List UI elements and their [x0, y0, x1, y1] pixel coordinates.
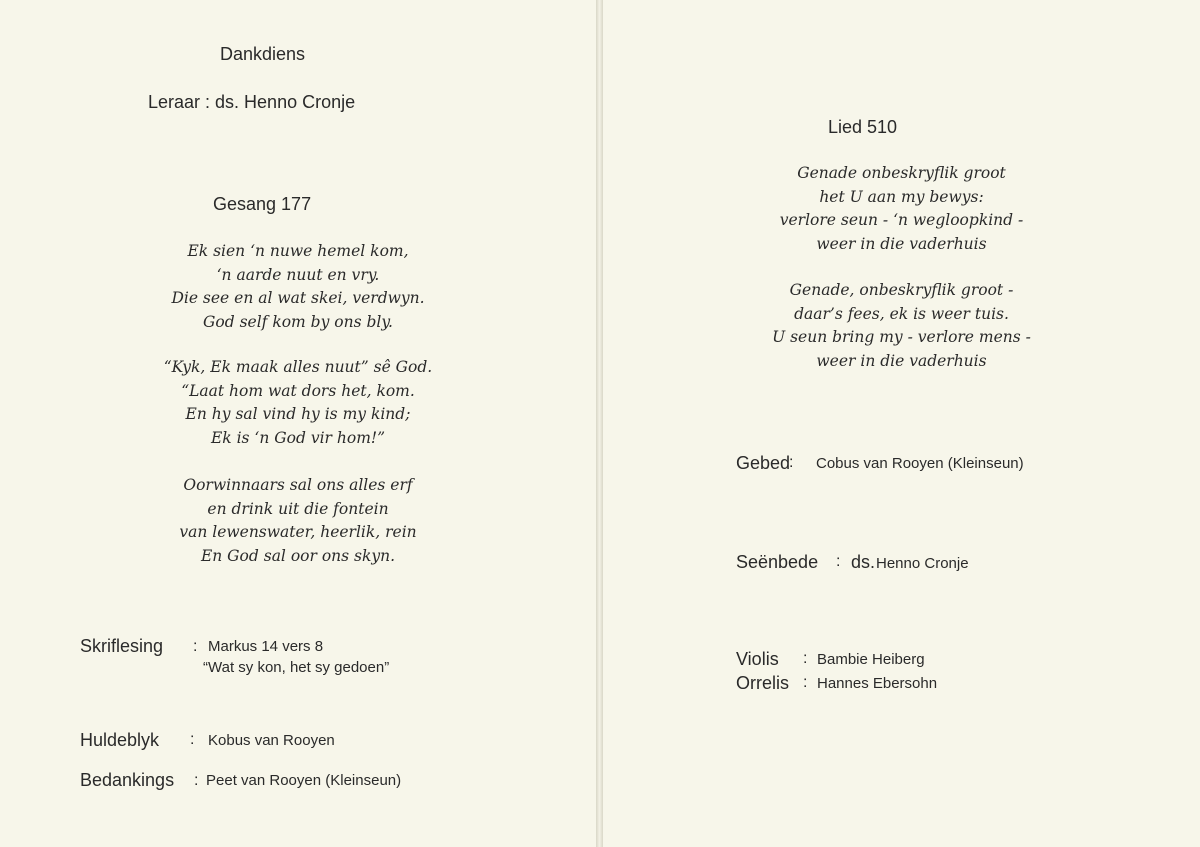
verse-line: ‘n aarde nuut en vry.	[216, 265, 380, 284]
thanks-value: Peet van Rooyen (Kleinseun)	[206, 772, 402, 789]
tribute-value: Kobus van Rooyen	[208, 732, 335, 749]
reading-quote: “Wat sy kon, het sy gedoen”	[203, 659, 390, 676]
reading-label: Skriflesing	[80, 636, 164, 656]
verse-line: “Kyk, Ek maak alles nuut” sê God.	[163, 358, 433, 376]
violin-colon: :	[803, 650, 808, 667]
verse-line: Ek sien ‘n nuwe hemel kom,	[187, 242, 409, 260]
prayer-label: Gebed	[736, 453, 791, 473]
song-stanza-1	[603, 162, 1200, 256]
service-title: Dankdiens	[220, 44, 306, 64]
reading-colon: :	[193, 638, 198, 655]
verse-line: en drink uit die fontein	[207, 499, 389, 518]
thanks-colon: :	[194, 772, 199, 789]
verse-line: U seun bring my - verlore mens -	[772, 328, 1031, 346]
organ-colon: :	[803, 674, 808, 691]
verse-line: God self kom by ons bly.	[203, 312, 393, 331]
song-title: Lied 510	[828, 117, 898, 137]
verse-line: weer in die vaderhuis	[816, 351, 987, 370]
tribute-label: Huldeblyk	[80, 730, 160, 750]
hymn-stanza-3	[0, 474, 596, 568]
verse-line: daar’s fees, ek is weer tuis.	[794, 304, 1009, 323]
blessing-value: Henno Cronje	[876, 555, 969, 572]
thanks-label: Bedankings	[80, 770, 175, 790]
verse-line: Genade onbeskryflik groot	[797, 164, 1006, 182]
verse-line: En hy sal vind hy is my kind;	[185, 405, 411, 423]
center-fold	[596, 0, 603, 847]
reading-value: Markus 14 vers 8	[208, 638, 324, 655]
violin-label: Violis	[736, 649, 779, 669]
violin-value: Bambie Heiberg	[817, 651, 925, 668]
organ-value: Hannes Ebersohn	[817, 675, 938, 692]
verse-line: van lewenswater, heerlik, rein	[179, 523, 417, 541]
hymn-title: Gesang 177	[213, 194, 312, 214]
hymn-stanza-1	[0, 240, 596, 334]
verse-line: “Laat hom wat dors het, kom.	[181, 381, 415, 400]
tribute-colon: :	[190, 731, 195, 748]
verse-line: Genade, onbeskryflik groot -	[789, 281, 1014, 299]
verse-line: het U aan my bewys:	[819, 187, 984, 206]
verse-line: En God sal oor ons skyn.	[200, 546, 396, 565]
left-page	[0, 0, 596, 847]
verse-line: Ek is ‘n God vir hom!”	[210, 428, 386, 447]
right-page	[603, 0, 1200, 847]
blessing-colon: :	[836, 553, 841, 570]
prayer-colon: :	[789, 454, 794, 471]
organ-label: Orrelis	[736, 673, 789, 693]
minister-line: Leraar : ds. Henno Cronje	[148, 92, 356, 112]
song-stanza-2	[603, 279, 1200, 373]
blessing-label: Seënbede	[736, 552, 819, 572]
verse-line: weer in die vaderhuis	[816, 234, 987, 253]
blessing-prefix: ds.	[851, 552, 876, 572]
verse-line: verlore seun - ‘n wegloopkind -	[779, 211, 1024, 229]
verse-line: Die see en al wat skei, verdwyn.	[171, 289, 425, 307]
hymn-stanza-2	[0, 356, 596, 450]
verse-line: Oorwinnaars sal ons alles erf	[183, 476, 413, 494]
prayer-value: Cobus van Rooyen (Kleinseun)	[816, 455, 1024, 472]
